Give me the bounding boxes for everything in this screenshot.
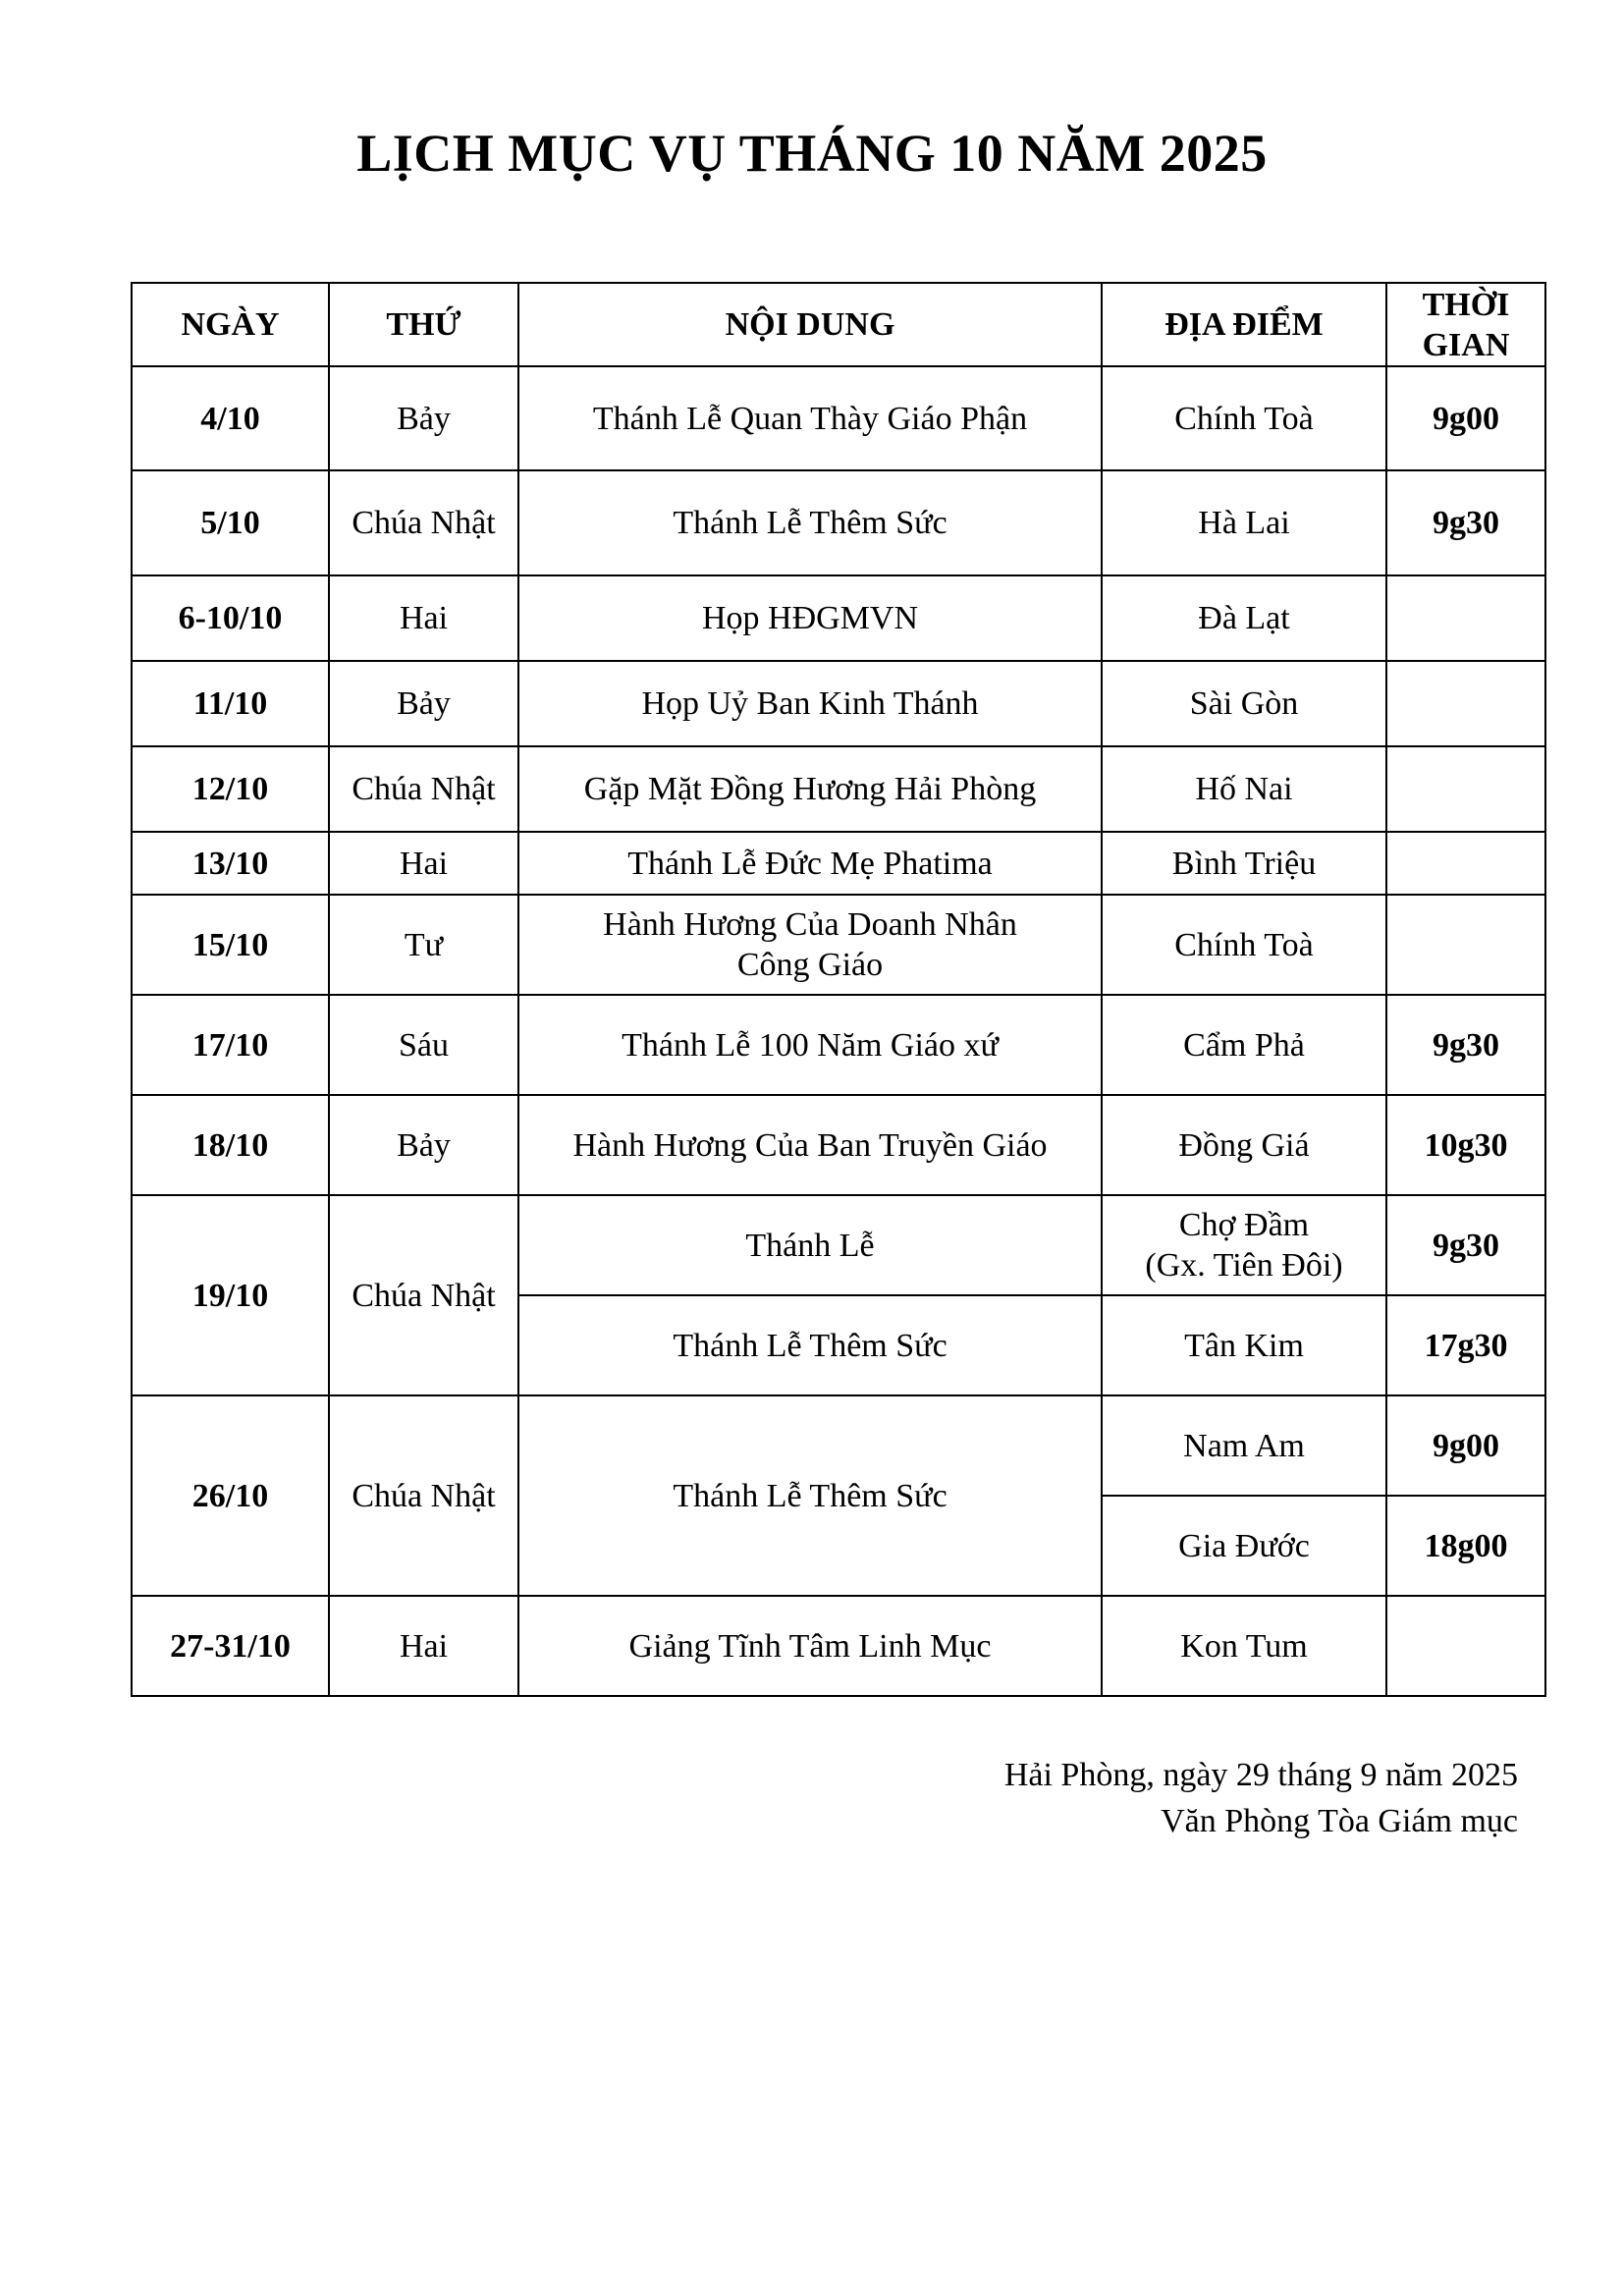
cell-location: Tân Kim xyxy=(1102,1295,1386,1395)
header-time-line1: THỜI xyxy=(1422,286,1510,323)
cell-time: 9g30 xyxy=(1386,995,1545,1095)
header-row xyxy=(132,283,1545,366)
cell-time: 9g00 xyxy=(1386,366,1545,470)
cell-location xyxy=(1102,1195,1386,1295)
cell-time: 17g30 xyxy=(1386,1295,1545,1395)
schedule-table xyxy=(131,282,1546,1697)
cell-content: Họp Uỷ Ban Kinh Thánh xyxy=(518,661,1102,746)
cell-location: Cẩm Phả xyxy=(1102,995,1386,1095)
signature-block xyxy=(1004,1752,1518,1844)
cell-time xyxy=(1386,1596,1545,1696)
cell-date: 11/10 xyxy=(132,661,329,746)
cell-weekday: Chúa Nhật xyxy=(329,1395,518,1596)
cell-date: 4/10 xyxy=(132,366,329,470)
table-row xyxy=(132,575,1545,661)
cell-time xyxy=(1386,746,1545,832)
cell-location: Gia Đước xyxy=(1102,1496,1386,1596)
cell-location-line1: Chợ Đầm xyxy=(1178,1207,1310,1243)
footer-office: Văn Phòng Tòa Giám mục xyxy=(1161,1803,1518,1839)
cell-time: 9g30 xyxy=(1386,470,1545,575)
cell-weekday: Sáu xyxy=(329,995,518,1095)
cell-weekday: Tư xyxy=(329,895,518,995)
cell-content-line1: Hành Hương Của Doanh Nhân xyxy=(603,906,1017,943)
cell-content: Thánh Lễ Thêm Sức xyxy=(518,1295,1102,1395)
cell-date: 17/10 xyxy=(132,995,329,1095)
cell-weekday: Chúa Nhật xyxy=(329,746,518,832)
cell-location: Chính Toà xyxy=(1102,895,1386,995)
cell-content: Thánh Lễ xyxy=(518,1195,1102,1295)
cell-date: 6-10/10 xyxy=(132,575,329,661)
table-row xyxy=(132,470,1545,575)
cell-weekday: Chúa Nhật xyxy=(329,470,518,575)
cell-time: 9g00 xyxy=(1386,1395,1545,1496)
cell-weekday: Bảy xyxy=(329,366,518,470)
table-row xyxy=(132,1596,1545,1696)
cell-location: Hà Lai xyxy=(1102,470,1386,575)
cell-weekday: Hai xyxy=(329,575,518,661)
cell-time xyxy=(1386,895,1545,995)
cell-time: 10g30 xyxy=(1386,1095,1545,1195)
table-row xyxy=(132,1195,1545,1295)
table-row xyxy=(132,366,1545,470)
cell-weekday: Hai xyxy=(329,1596,518,1696)
cell-content: Gặp Mặt Đồng Hương Hải Phòng xyxy=(518,746,1102,832)
cell-date: 18/10 xyxy=(132,1095,329,1195)
cell-time xyxy=(1386,661,1545,746)
header-content: NỘI DUNG xyxy=(518,283,1102,366)
header-date: NGÀY xyxy=(132,283,329,366)
cell-weekday: Bảy xyxy=(329,1095,518,1195)
cell-weekday: Bảy xyxy=(329,661,518,746)
table-row xyxy=(132,1395,1545,1496)
cell-date: 19/10 xyxy=(132,1195,329,1395)
cell-content: Thánh Lễ Thêm Sức xyxy=(518,470,1102,575)
cell-content: Thánh Lễ 100 Năm Giáo xứ xyxy=(518,995,1102,1095)
cell-weekday: Hai xyxy=(329,832,518,895)
header-time xyxy=(1386,283,1545,366)
cell-content: Hành Hương Của Ban Truyền Giáo xyxy=(518,1095,1102,1195)
cell-content: Họp HĐGMVN xyxy=(518,575,1102,661)
cell-content: Giảng Tĩnh Tâm Linh Mục xyxy=(518,1596,1102,1696)
cell-date: 26/10 xyxy=(132,1395,329,1596)
cell-date: 15/10 xyxy=(132,895,329,995)
cell-date: 27-31/10 xyxy=(132,1596,329,1696)
cell-location: Bình Triệu xyxy=(1102,832,1386,895)
table-row xyxy=(132,995,1545,1095)
header-time-line2: GIAN xyxy=(1422,326,1510,363)
cell-time xyxy=(1386,575,1545,661)
table-row xyxy=(132,832,1545,895)
cell-content: Thánh Lễ Thêm Sức xyxy=(518,1395,1102,1596)
cell-location: Đồng Giá xyxy=(1102,1095,1386,1195)
header-weekday: THỨ xyxy=(329,283,518,366)
cell-date: 13/10 xyxy=(132,832,329,895)
table-row xyxy=(132,1095,1545,1195)
page-title: LỊCH MỤC VỤ THÁNG 10 NĂM 2025 xyxy=(356,124,1268,183)
table-row xyxy=(132,746,1545,832)
cell-time: 9g30 xyxy=(1386,1195,1545,1295)
header-location: ĐỊA ĐIỂM xyxy=(1102,283,1386,366)
cell-weekday: Chúa Nhật xyxy=(329,1195,518,1395)
cell-location: Đà Lạt xyxy=(1102,575,1386,661)
cell-content xyxy=(518,895,1102,995)
cell-time: 18g00 xyxy=(1386,1496,1545,1596)
table-row xyxy=(132,895,1545,995)
cell-date: 12/10 xyxy=(132,746,329,832)
cell-location-line2: (Gx. Tiên Đôi) xyxy=(1145,1247,1343,1284)
cell-content: Thánh Lễ Quan Thày Giáo Phận xyxy=(518,366,1102,470)
cell-location: Nam Am xyxy=(1102,1395,1386,1496)
cell-location: Sài Gòn xyxy=(1102,661,1386,746)
cell-content-line2: Công Giáo xyxy=(736,947,884,983)
cell-location: Kon Tum xyxy=(1102,1596,1386,1696)
cell-time xyxy=(1386,832,1545,895)
table-row xyxy=(132,661,1545,746)
cell-location: Hố Nai xyxy=(1102,746,1386,832)
cell-content: Thánh Lễ Đức Mẹ Phatima xyxy=(518,832,1102,895)
footer-place-date: Hải Phòng, ngày 29 tháng 9 năm 2025 xyxy=(1003,1757,1518,1793)
cell-date: 5/10 xyxy=(132,470,329,575)
cell-location: Chính Toà xyxy=(1102,366,1386,470)
